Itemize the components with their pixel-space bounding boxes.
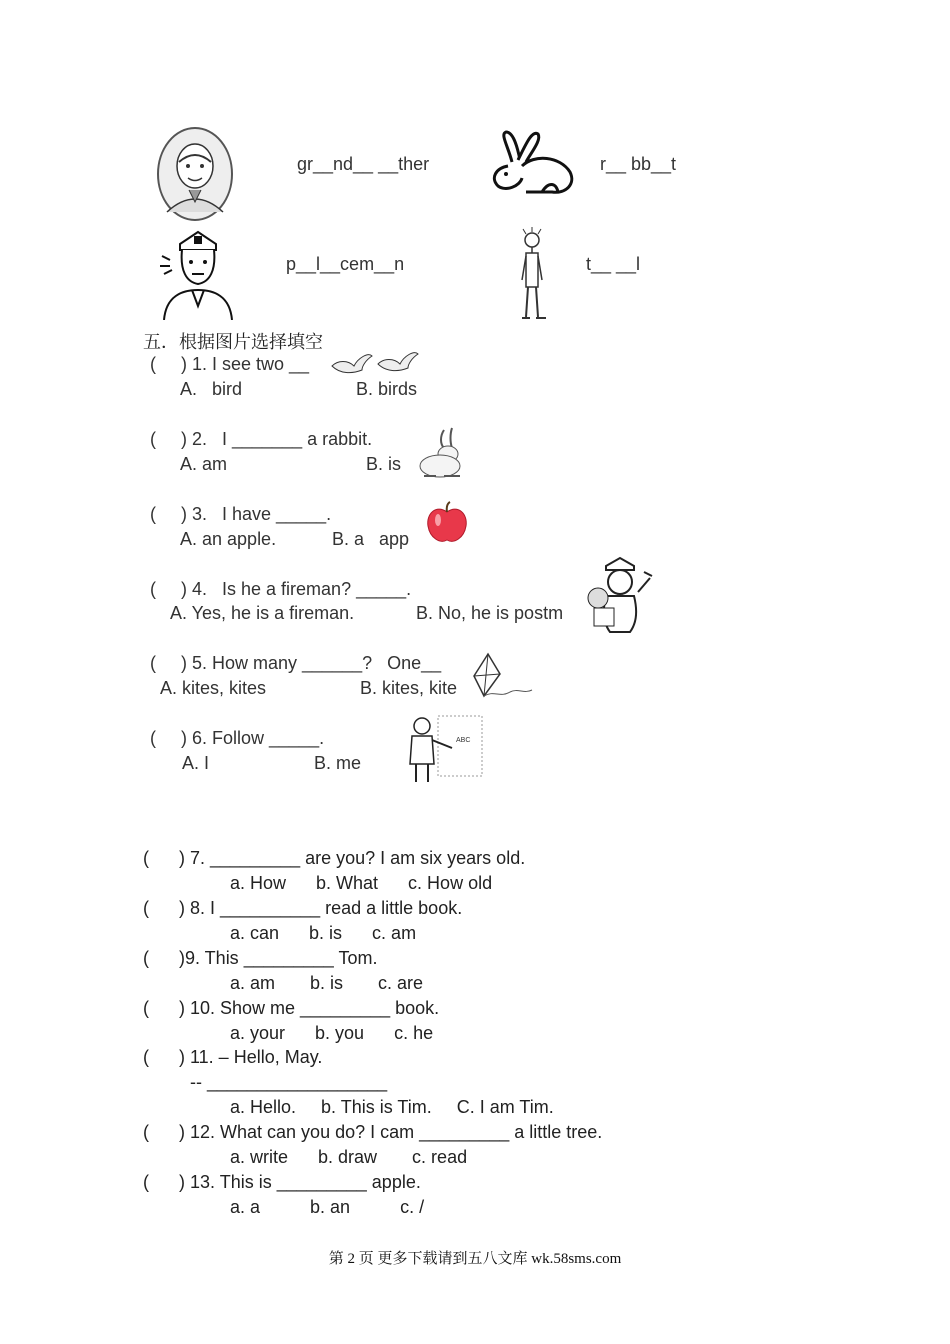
policeman-icon [158, 226, 236, 320]
question-text: ( ) 12. What can you do? I cam _________ a little tree. [143, 1122, 603, 1142]
question-text: ( ) 10. Show me _________ book. [143, 998, 440, 1018]
option-b: B. me [314, 753, 362, 773]
spelling-word: r__ bb__t [600, 154, 677, 174]
apple-icon [424, 500, 470, 546]
question-text: ( )9. This _________ Tom. [143, 948, 378, 968]
question-text: ( ) 6. Follow _____. [150, 728, 325, 748]
question-options: a. a b. an c. / [230, 1197, 425, 1217]
option-b: B. a app [332, 529, 410, 549]
question-text: ( ) 11. – Hello, May. [143, 1047, 323, 1067]
option-b: B. birds [356, 379, 418, 399]
question-text: ( ) 1. I see two __ [150, 354, 310, 374]
option-a: A. bird [180, 379, 243, 399]
question-options: a. am b. is c. are [230, 973, 424, 993]
svg-text:ABC: ABC [456, 737, 471, 744]
question-text: ( ) 5. How many ______? One__ [150, 653, 442, 673]
kite-icon [470, 650, 534, 702]
question-options: a. your b. you c. he [230, 1023, 434, 1043]
question-text: ( ) 7. _________ are you? I am six years old. [143, 848, 526, 868]
rabbit-icon [486, 126, 576, 198]
question-text: ( ) 13. This is _________ apple. [143, 1172, 421, 1192]
grandfather-icon [155, 126, 235, 222]
question-text: ( ) 3. I have _____. [150, 504, 332, 524]
spelling-word: p__l__cem__n [286, 254, 405, 274]
option-b: B. No, he is postm [416, 603, 564, 623]
question-options: a. write b. draw c. read [230, 1147, 468, 1167]
question-text: ( ) 4. Is he a fireman? _____. [150, 579, 412, 599]
spelling-word: gr__nd__ __ther [297, 154, 430, 174]
option-a: A. an apple. [180, 529, 277, 549]
option-a: A. I [182, 753, 210, 773]
answer-line: -- __________________ [190, 1072, 388, 1092]
page-footer: 第 2 页 更多下载请到五八文库 wk.58sms.com [328, 1251, 622, 1267]
question-text: ( ) 8. I __________ read a little book. [143, 898, 463, 918]
tall-figure-icon [514, 226, 554, 322]
question-options: a. can b. is c. am [230, 923, 417, 943]
option-a: A. kites, kites [160, 678, 267, 698]
section-title: 五．根据图片选择填空 [143, 332, 323, 353]
rabbit-icon [414, 424, 476, 480]
teacher-icon [400, 708, 486, 786]
question-options: a. How b. What c. How old [230, 873, 493, 893]
question-options: a. Hello. b. This is Tim. C. I am Tim. [230, 1097, 554, 1117]
spelling-word: t__ __l [586, 254, 641, 274]
postman-icon [584, 552, 656, 638]
option-b: B. kites, kite [360, 678, 458, 698]
two-birds-icon [328, 348, 422, 382]
option-a: A. Yes, he is a fireman. [170, 603, 355, 623]
option-b: B. is [366, 454, 402, 474]
option-a: A. am [180, 454, 228, 474]
question-text: ( ) 2. I _______ a rabbit. [150, 429, 373, 449]
